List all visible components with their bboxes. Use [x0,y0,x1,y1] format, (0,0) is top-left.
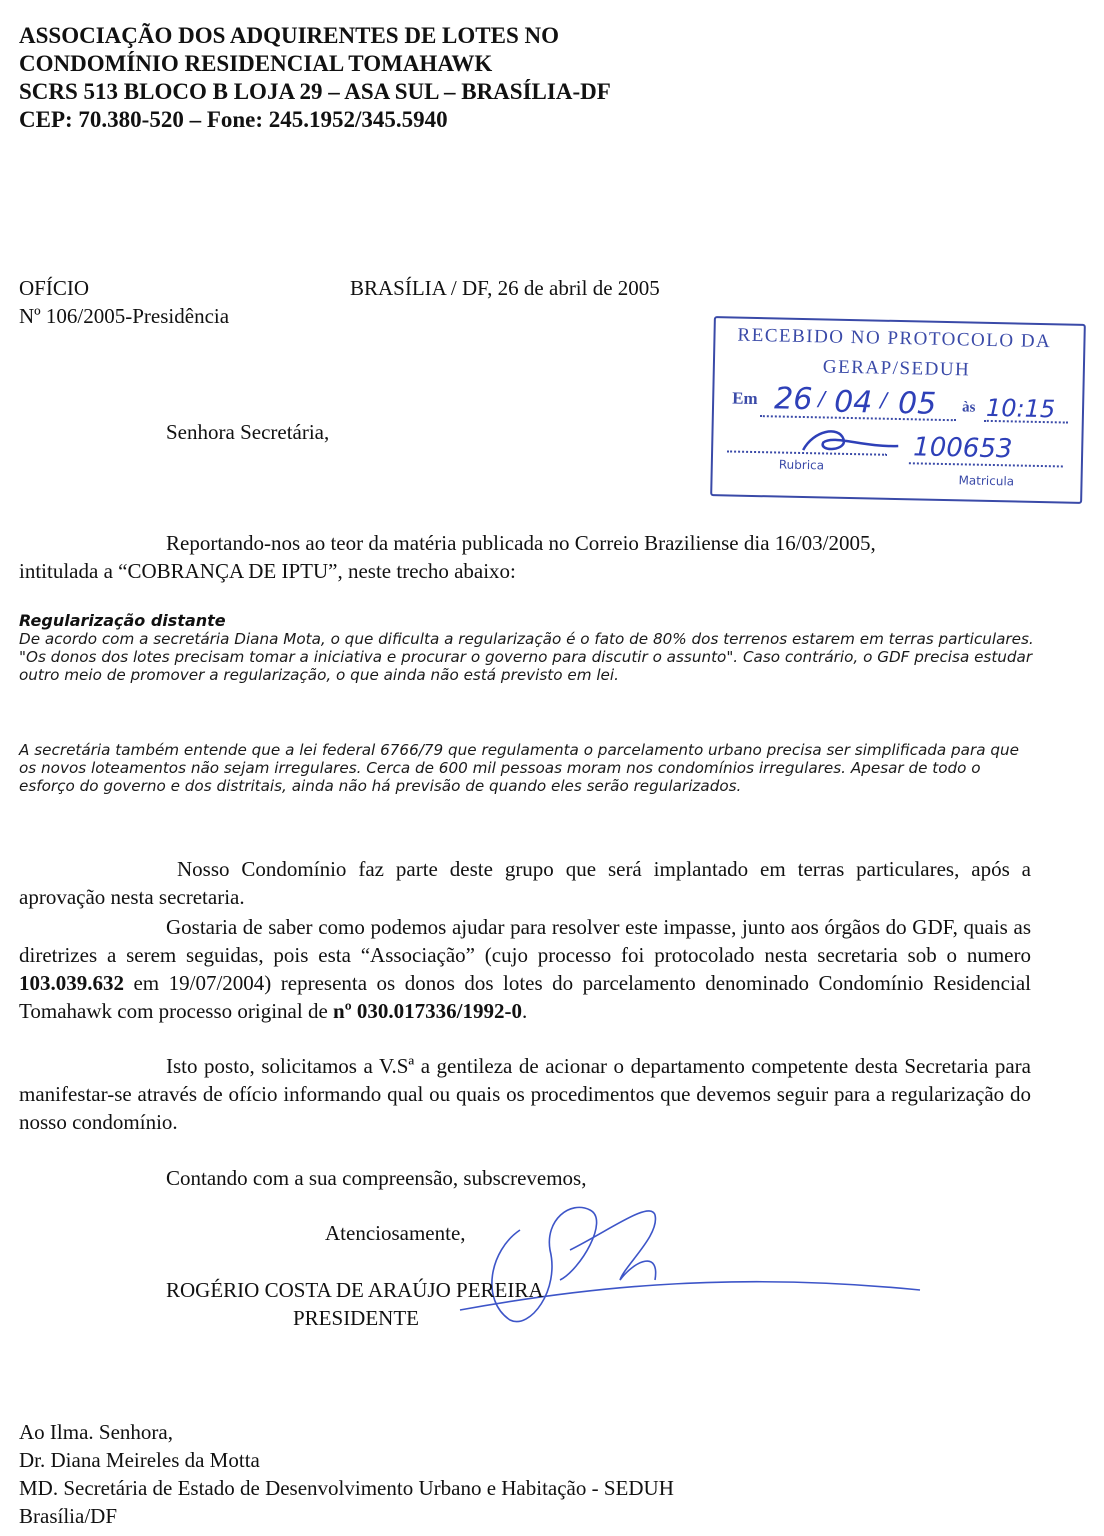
salutation: Senhora Secretária, [166,420,330,444]
recipient-line-2: Dr. Diana Meireles da Motta [19,1448,260,1472]
stamp-time: 10:15 [985,393,1056,424]
stamp-rubrica-scribble [793,420,904,462]
body-paragraph-1: Nosso Condomínio faz parte deste grupo que será implantado em terras particulares, após a aprovação nesta secretaria. [19,857,1031,909]
stamp-date-year: 05 [897,386,937,422]
recipient-line-4: Brasília/DF [19,1504,117,1528]
stamp-date-month: 04 [833,384,873,421]
recipient-line-3: MD. Secretária de Estado de Desenvolvimento Urbano e Habitação - SEDUH [19,1476,674,1500]
letterhead-line-3: SCRS 513 BLOCO B LOJA 29 – ASA SUL – BRASÍLIA-DF [19,79,611,104]
stamp-em-label: Em [732,388,758,409]
oficio-number: Nº 106/2005-Presidência [19,304,230,328]
body-paragraph-2: Gostaria de saber como podemos ajudar para resolver este impasse, junto aos órgãos do GDF, quais as diretrizes a serem seguidas, pois esta “Associação” (cujo processo foi protocolado nesta secretaria sob o numero 103.039.632 em 19/07/2004) representa os donos dos lotes do parcelamento denominado Condomínio Residencial Tomahawk com processo original de nº 030.017336/1992-0. [19,915,1031,1023]
stamp-rubrica-label: Rubrica [778,457,825,473]
letterhead-line-1: ASSOCIAÇÃO DOS ADQUIRENTES DE LOTES NO [19,23,559,48]
quote-title: Regularização distante [19,611,226,630]
oficio-label: OFÍCIO [19,276,90,300]
protocol-stamp: RECEBIDO NO PROTOCOLO DA GERAP/SEDUH Em 26 / 04 / 05 às 10:15 Rubrica 100653 Matricula [710,316,1086,504]
place-date: BRASÍLIA / DF, 26 de abril de 2005 [350,276,660,300]
stamp-line-1: RECEBIDO NO PROTOCOLO DA [737,324,1052,353]
quote-paragraph-1: De acordo com a secretária Diana Mota, o que dificulta a regularização é o fato de 80% dos terrenos estarem em terras particulares. "Os donos dos lotes precisam tomar a iniciativa e procurar o governo para discutir o assunto". Caso contrário, o GDF precisa estudar outro meio de promover a regularização, o que ainda não está previsto em lei. [19,630,1034,684]
regards: Atenciosamente, [325,1221,466,1245]
process-number-1: 103.039.632 [19,971,124,995]
body-paragraph-3: Isto posto, solicitamos a V.Sª a gentileza de acionar o departamento competente desta Secretaria para manifestar-se através de ofício informando qual ou quais os procedimentos que devemos seguir para a regularização do nosso condomínio. [19,1054,1031,1134]
intro-line-1: Reportando-nos ao teor da matéria publicada no Correio Braziliense dia 16/03/2005, [166,531,876,555]
quote-paragraph-2: A secretária também entende que a lei federal 6766/79 que regulamenta o parcelamento urbano precisa ser simplificada para que os novos loteamentos não sejam irregulares. Cerca de 600 mil pessoas moram nos condomínios irregulares. Apesar de todo o esforço do governo e dos distritais, ainda não há previsão de quando eles serão regularizados. [19,741,1019,795]
intro-line-2: intitulada a “COBRANÇA DE IPTU”, neste trecho abaixo: [19,559,516,583]
letterhead-line-2: CONDOMÍNIO RESIDENCIAL TOMAHAWK [19,51,493,76]
process-number-2: nº 030.017336/1992-0 [333,999,522,1023]
signatory-name: ROGÉRIO COSTA DE ARAÚJO PEREIRA [166,1278,544,1302]
signature-scribble [420,1190,940,1340]
recipient-line-1: Ao Ilma. Senhora, [19,1420,173,1444]
letterhead [19,22,611,134]
signatory-title: PRESIDENTE [293,1306,419,1330]
stamp-line-2: GERAP/SEDUH [822,356,971,381]
stamp-matricula-label: Matricula [958,473,1015,489]
closing-line: Contando com a sua compreensão, subscrevemos, [166,1166,587,1190]
stamp-as-label: às [961,399,976,416]
stamp-date-day: 26 [773,381,813,418]
letterhead-line-4: CEP: 70.380-520 – Fone: 245.1952/345.5940 [19,107,448,132]
stamp-matricula-value: 100653 [912,432,1013,465]
